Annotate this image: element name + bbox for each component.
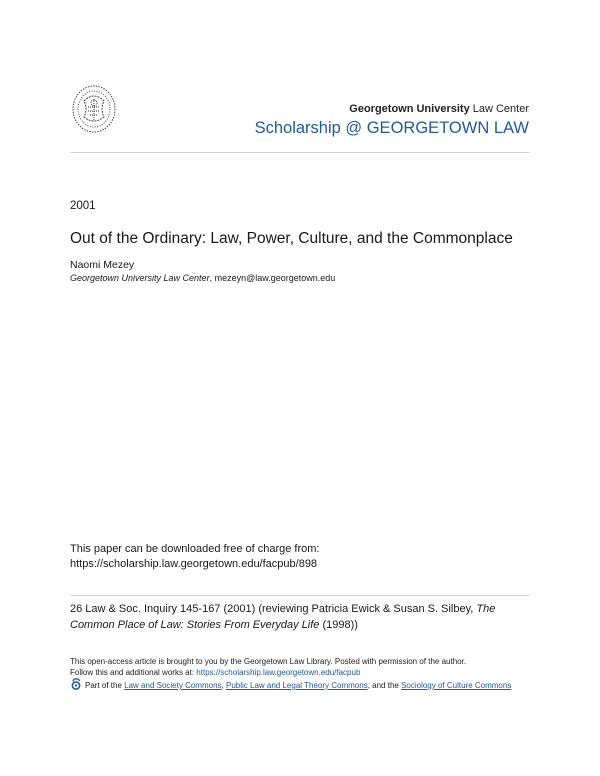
publication-year: 2001 xyxy=(70,200,96,212)
citation-divider xyxy=(70,595,530,596)
public-law-commons-link[interactable]: Public Law and Legal Theory Commons xyxy=(225,681,368,690)
open-access-icon xyxy=(70,678,82,690)
author-name: Naomi Mezey xyxy=(70,259,135,271)
article-title: Out of the Ordinary: Law, Power, Culture, and the Commonplace xyxy=(70,230,513,247)
footer-commons: Part of the Law and Society Commons, Public Law and Legal Theory Commons, and the Sociology of Culture Commons xyxy=(70,678,540,692)
download-url[interactable]: https://scholarship.law.georgetown.edu/facpub/898 xyxy=(70,558,318,570)
author-affiliation: Georgetown University Law Center, mezeyn@law.georgetown.edu xyxy=(70,273,336,283)
footer-notice xyxy=(70,657,540,692)
author-email[interactable]: mezeyn@law.georgetown.edu xyxy=(214,273,336,283)
footer-access-note: This open-access article is brought to you by the Georgetown Law Library. Posted with permission of the author. xyxy=(70,657,467,666)
facpub-link[interactable]: https://scholarship.law.georgetown.edu/facpub xyxy=(196,667,361,677)
footer-follow: Follow this and additional works at: https://scholarship.law.georgetown.edu/facpub xyxy=(70,667,361,677)
citation: 26 Law & Soc. Inquiry 145-167 (2001) (reviewing Patricia Ewick & Susan S. Silbey, The Common Place of Law: Stories From Everyday Life (1998)) xyxy=(70,603,496,631)
repository-brand-link[interactable]: Scholarship @ GEORGETOWN LAW xyxy=(254,119,529,137)
institution-name: Georgetown University Law Center xyxy=(349,103,529,115)
georgetown-seal-icon xyxy=(70,83,118,135)
header-divider xyxy=(70,152,530,153)
law-society-commons-link[interactable]: Law and Society Commons xyxy=(124,681,222,690)
sociology-culture-commons-link[interactable]: Sociology of Culture Commons xyxy=(401,681,512,690)
citation-book-title: The Common Place of Law: Stories From Everyday Life xyxy=(70,603,496,631)
download-note: This paper can be downloaded free of charge from: xyxy=(70,543,320,555)
